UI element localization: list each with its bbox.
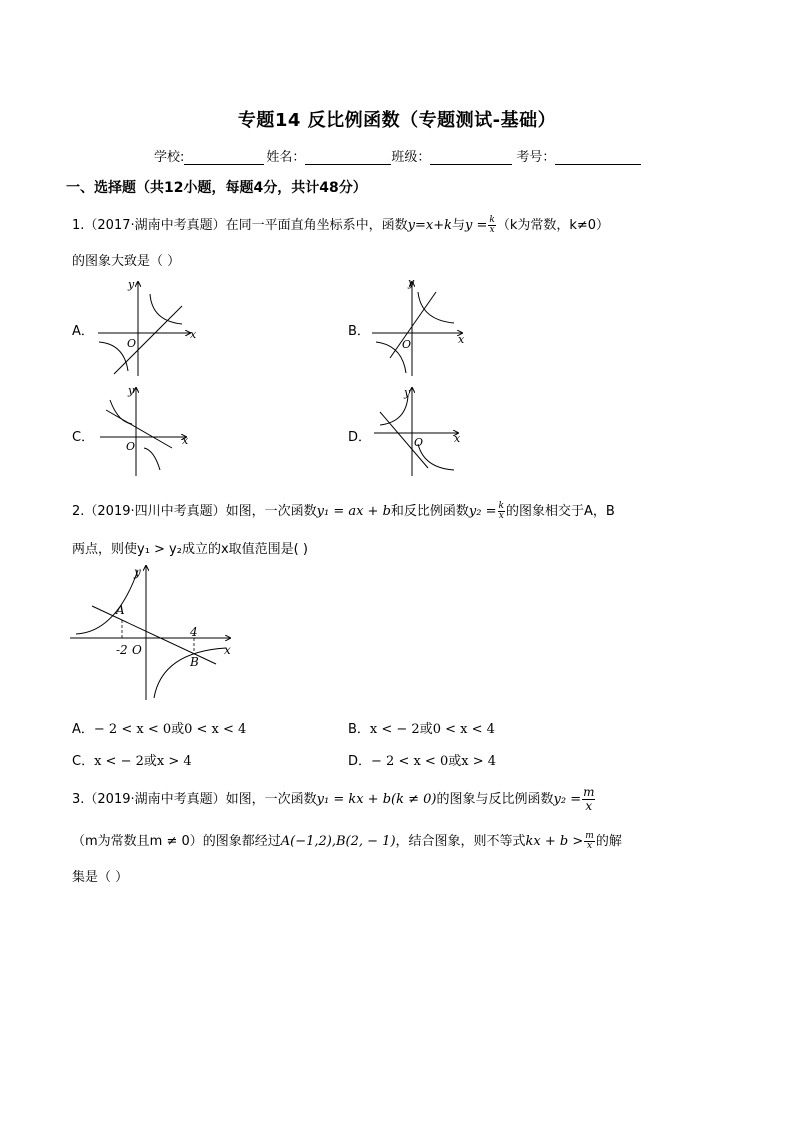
q2-option-a-text: − 2 < x < 0或0 < x < 4 bbox=[93, 722, 247, 737]
q1-option-a[interactable]: A． bbox=[72, 324, 94, 339]
q3-ineq-fraction bbox=[584, 832, 595, 851]
q2-stem-line2: 两点，则使y₁ > y₂成立的x取值范围是( ) bbox=[72, 542, 308, 557]
q2-option-d[interactable] bbox=[348, 750, 496, 769]
q1-stem-line2: 的图象大致是（ ） bbox=[72, 254, 181, 269]
q2-origin: O bbox=[132, 643, 142, 657]
q3-stem-line2 bbox=[72, 830, 622, 851]
name-field[interactable] bbox=[305, 150, 391, 165]
svg-text:y: y bbox=[408, 276, 415, 289]
q3-mid: 的图象与反比例函数 bbox=[436, 792, 554, 807]
q2-y2-lhs: y₂ = bbox=[468, 504, 497, 519]
q3-ineq-num: m bbox=[585, 831, 594, 841]
q3-line2-c: 的解 bbox=[595, 834, 622, 849]
exam-no-field[interactable] bbox=[555, 150, 641, 165]
school-field[interactable] bbox=[184, 150, 264, 165]
q1-prefix: 1.（2017·湖南中考真题）在同一平面直角坐标系中，函数 bbox=[72, 218, 408, 233]
q2-option-a-letter: A． bbox=[72, 722, 94, 737]
q3-stem-line1 bbox=[72, 786, 596, 813]
q2-option-c-letter: C． bbox=[72, 754, 95, 769]
q1-graph-a bbox=[90, 276, 200, 378]
q3-ineq-den: x bbox=[587, 841, 593, 851]
q1-func2-lhs: y = bbox=[464, 218, 488, 233]
q2-frac-den: x bbox=[498, 511, 504, 521]
q2-point-a: A bbox=[116, 603, 125, 617]
q3-y1: y₁ = kx + b(k ≠ 0) bbox=[316, 792, 437, 807]
q2-option-d-letter: D． bbox=[348, 754, 372, 769]
q1-option-d[interactable]: D． bbox=[348, 430, 372, 445]
q2-mid: 和反比例函数 bbox=[390, 504, 469, 519]
svg-text:y: y bbox=[128, 278, 135, 291]
q2-prefix: 2.（2019·四川中考真题）如图，一次函数 bbox=[72, 504, 317, 519]
q1-mid: 与 bbox=[451, 218, 465, 233]
q2-option-c[interactable] bbox=[72, 750, 192, 769]
q3-stem-line3: 集是（ ） bbox=[72, 870, 129, 885]
q2-stem-line1 bbox=[72, 500, 615, 521]
q2-frac-num: k bbox=[498, 501, 504, 511]
svg-text:O: O bbox=[126, 440, 136, 453]
q2-tick-4: 4 bbox=[190, 625, 198, 639]
q2-fraction bbox=[498, 502, 505, 521]
student-info-row bbox=[154, 146, 641, 165]
q1-fraction bbox=[488, 216, 495, 235]
q3-frac-num: m bbox=[583, 785, 595, 799]
q2-option-c-text: x < − 2或x > 4 bbox=[94, 754, 192, 769]
svg-text:x: x bbox=[454, 432, 461, 445]
svg-text:O: O bbox=[414, 436, 424, 449]
q1-condition: （k为常数，k≠0） bbox=[496, 218, 610, 233]
page-title: 专题14 反比例函数（专题测试-基础） bbox=[237, 110, 557, 131]
q1-option-c[interactable]: C． bbox=[72, 430, 95, 445]
q1-stem-line1 bbox=[72, 214, 609, 235]
exam-no-label: 考号： bbox=[516, 150, 556, 165]
q2-option-a[interactable] bbox=[72, 718, 246, 737]
svg-text:x: x bbox=[182, 434, 189, 447]
q3-prefix: 3.（2019·湖南中考真题）如图，一次函数 bbox=[72, 792, 317, 807]
q2-y1: y₁ = ax + b bbox=[316, 504, 391, 519]
q2-option-b-letter: B． bbox=[348, 722, 370, 737]
svg-text:y: y bbox=[128, 384, 135, 397]
q1-graph-c bbox=[90, 384, 200, 480]
svg-text:O: O bbox=[402, 338, 412, 351]
q2-axis-x: x bbox=[224, 643, 231, 657]
q3-line2-b: ，结合图象，则不等式 bbox=[395, 834, 526, 849]
class-label: 班级： bbox=[391, 150, 431, 165]
section-heading: 一、选择题（共12小题，每题4分，共计48分） bbox=[66, 180, 367, 196]
q2-option-b-text: x < − 2或0 < x < 4 bbox=[369, 722, 495, 737]
q1-option-b[interactable]: B． bbox=[348, 324, 370, 339]
q2-tick-neg2: -2 bbox=[116, 643, 128, 657]
q2-option-b[interactable] bbox=[348, 718, 495, 737]
q2-axis-y: y bbox=[134, 565, 141, 579]
svg-text:O: O bbox=[127, 337, 137, 350]
q1-graph-d bbox=[366, 384, 476, 480]
school-label: 学校: bbox=[154, 150, 185, 165]
q2-suffix: 的图象相交于A，B bbox=[505, 504, 615, 519]
q2-graph bbox=[66, 562, 238, 702]
q3-line2-a: （m为常数且m ≠ 0）的图象都经过 bbox=[72, 834, 281, 849]
q3-fraction bbox=[582, 786, 595, 813]
class-field[interactable] bbox=[430, 150, 512, 165]
q1-frac-num: k bbox=[489, 215, 495, 225]
q1-frac-den: x bbox=[489, 225, 495, 235]
q1-func1: y=x+k bbox=[407, 218, 452, 233]
q3-points: A(−1,2),B(2, − 1) bbox=[280, 834, 396, 849]
svg-text:x: x bbox=[458, 333, 465, 346]
name-label: 姓名： bbox=[266, 150, 306, 165]
q1-graph-b bbox=[366, 276, 476, 378]
svg-text:x: x bbox=[190, 328, 197, 341]
q2-point-b: B bbox=[190, 655, 199, 669]
svg-text:y: y bbox=[404, 386, 411, 399]
q3-y2-lhs: y₂ = bbox=[553, 792, 582, 807]
q2-option-d-text: − 2 < x < 0或x > 4 bbox=[371, 754, 496, 769]
q3-ineq: kx + b > bbox=[525, 834, 584, 849]
q3-frac-den: x bbox=[585, 799, 593, 813]
